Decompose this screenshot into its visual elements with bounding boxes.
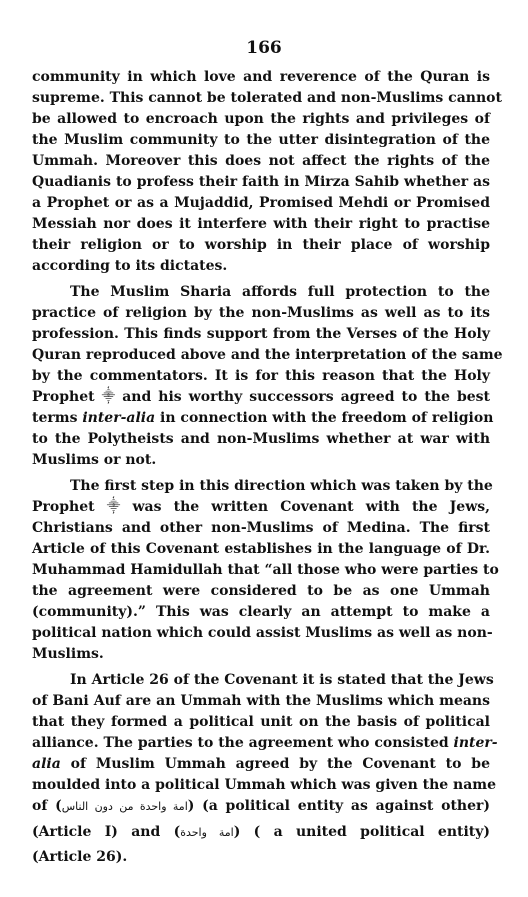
text-fragment: was the written Covenant with the Jews, xyxy=(132,499,490,515)
text-fragment: ( a united political entity) xyxy=(253,824,491,840)
text-line: The first step in this direction which was taken by the xyxy=(70,478,493,494)
text-line xyxy=(32,408,494,428)
text-line: of Bani Auf are an Ummah with the Muslims which means xyxy=(32,693,490,709)
text-line: moulded into a political Ummah which was given the name xyxy=(32,777,497,793)
text-line: Quadianis to profess their faith in Mirza Sahib whether as xyxy=(32,174,490,190)
text-line: community in which love and reverence of the Quran is xyxy=(32,69,490,85)
text-line xyxy=(32,733,498,753)
text-line: (community).” This was clearly an attempt to make a xyxy=(32,604,490,620)
pbuh-honorific-icon: ⸎ xyxy=(106,499,121,514)
text-line xyxy=(32,387,490,407)
text-fragment: in connection with the freedom of religion xyxy=(160,410,494,426)
word: Prophet xyxy=(32,499,95,515)
text-fragment: and his worthy successors agreed to the best xyxy=(122,389,490,405)
text-fragment: alliance. The parties to the agreement who consisted xyxy=(32,735,449,751)
text-line: of (امة واحدة من دون الناس) (a political entity as against other) xyxy=(32,798,490,814)
text-line xyxy=(32,497,490,517)
text-line: Ummah. Moreover this does not affect the rights of the xyxy=(32,153,490,169)
arabic-phrase: امة واحدة من دون الناس xyxy=(61,800,188,813)
text-line: Muhammad Hamidullah that “all those who were parties to xyxy=(32,562,499,578)
text-line: (Article I) and (امة واحدة) ( a united political entity) xyxy=(32,824,491,840)
text-line: Messiah nor does it interfere with their right to practise xyxy=(32,216,490,232)
text-line: political nation which could assist Muslims as well as non- xyxy=(32,625,493,641)
text-fragment: (Article I) xyxy=(32,824,118,840)
word: terms xyxy=(32,410,78,426)
text-line: by the commentators. It is for this reason that the Holy xyxy=(32,368,490,384)
text-fragment: of Muslim Ummah agreed by the Covenant to be xyxy=(70,756,491,772)
word: and xyxy=(131,824,161,840)
word: Prophet xyxy=(32,389,95,405)
text-line: supreme. This cannot be tolerated and non-Muslims cannot xyxy=(32,90,502,106)
text-line: Muslims or not. xyxy=(32,452,157,468)
pbuh-honorific-icon: ⸎ xyxy=(101,389,116,404)
italic-term: inter- xyxy=(453,735,498,751)
page-number: 166 xyxy=(246,38,282,58)
text-line: Christians and other non-Muslims of Medina. The first xyxy=(32,520,490,536)
italic-term: alia xyxy=(32,756,61,772)
text-line: the Muslim community to the utter disintegration of the xyxy=(32,132,490,148)
text-line: In Article 26 of the Covenant it is stated that the Jews xyxy=(70,672,494,688)
word: of xyxy=(32,798,48,814)
text-line xyxy=(32,754,490,774)
text-line: that they formed a political unit on the basis of political xyxy=(32,714,490,730)
text-line: according to its dictates. xyxy=(32,258,228,274)
text-fragment: (a political entity as against other) xyxy=(202,798,490,814)
arabic-phrase: امة واحدة xyxy=(180,826,234,839)
text-line: Quran reproduced above and the interpretation of the same xyxy=(32,347,503,363)
text-line: their religion or to worship in their place of worship xyxy=(32,237,490,253)
text-line: (Article 26). xyxy=(32,849,128,865)
text-line: a Prophet or as a Mujaddid, Promised Mehdi or Promised xyxy=(32,195,490,211)
text-line: Muslims. xyxy=(32,646,104,662)
text-line: be allowed to encroach upon the rights and privileges of xyxy=(32,111,490,127)
text-line: The Muslim Sharia affords full protection to the xyxy=(70,284,490,300)
text-line: profession. This finds support from the Verses of the Holy xyxy=(32,326,490,342)
text-line: to the Polytheists and non-Muslims whether at war with xyxy=(32,431,490,447)
text-line: practice of religion by the non-Muslims as well as to its xyxy=(32,305,490,321)
text-line: Article of this Covenant establishes in the language of Dr. xyxy=(32,541,490,557)
text-line: the agreement were considered to be as one Ummah xyxy=(32,583,490,599)
italic-term: inter-alia xyxy=(82,410,156,426)
